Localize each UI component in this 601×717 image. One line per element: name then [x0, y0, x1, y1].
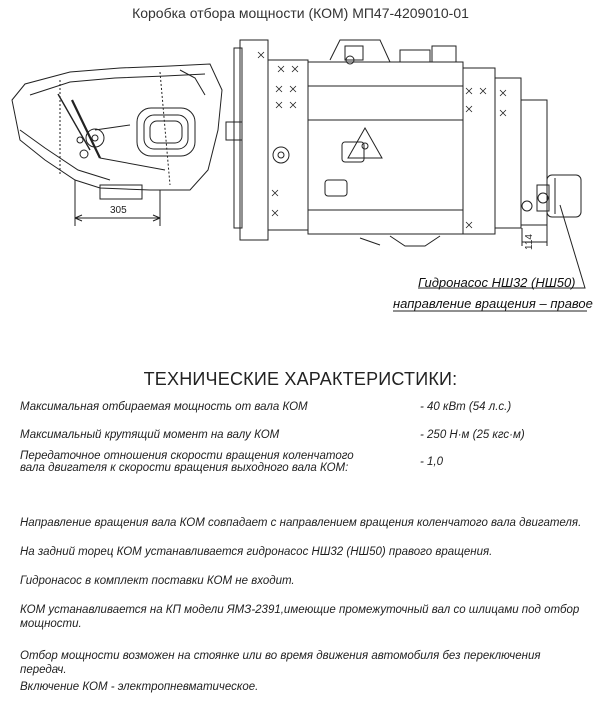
dimension-left — [75, 180, 160, 226]
spec-value: - 1,0 — [420, 456, 444, 468]
dimension-right-label: 114 — [524, 234, 535, 250]
note: Отбор мощности возможен на стоянке или во время движения автомобиля без переключения передач. — [20, 650, 541, 676]
spec-label: Передаточное отношения скорости вращения коленчатого вала двигателя к скорости вращения выходного вала КОМ: — [20, 450, 354, 474]
side-view — [12, 64, 222, 199]
rotation-label: направление вращения – правое — [393, 296, 593, 311]
note: Гидронасос в комплект поставки КОМ не входит. — [20, 575, 295, 587]
note: Включение КОМ - электропневматическое. — [20, 681, 259, 693]
spec-value: - 250 Н·м (25 кгс·м) — [420, 429, 525, 441]
pump-label: Гидронасос НШ32 (НШ50) — [418, 275, 576, 290]
spec-value: - 40 кВт (54 л.с.) — [420, 401, 512, 413]
spec-label: Максимальная отбираемая мощность от вала КОМ — [20, 401, 308, 413]
dimension-left-label: 305 — [110, 205, 127, 216]
note: КОМ устанавливается на КП модели ЯМЗ-2391,имеющие промежуточный вал со шлицами под отбор мощности. — [20, 604, 580, 630]
note: Направление вращения вала КОМ совпадает с направлением вращения коленчатого вала двигателя. — [20, 517, 582, 529]
note: На задний торец КОМ устанавливается гидронасос НШ32 (НШ50) правого вращения. — [20, 546, 493, 558]
document-title: Коробка отбора мощности (КОМ) МП47-4209010-01 — [132, 5, 469, 21]
spec-label: Максимальный крутящий момент на валу КОМ — [20, 429, 280, 441]
specs-heading: ТЕХНИЧЕСКИЕ ХАРАКТЕРИСТИКИ: — [143, 369, 458, 389]
